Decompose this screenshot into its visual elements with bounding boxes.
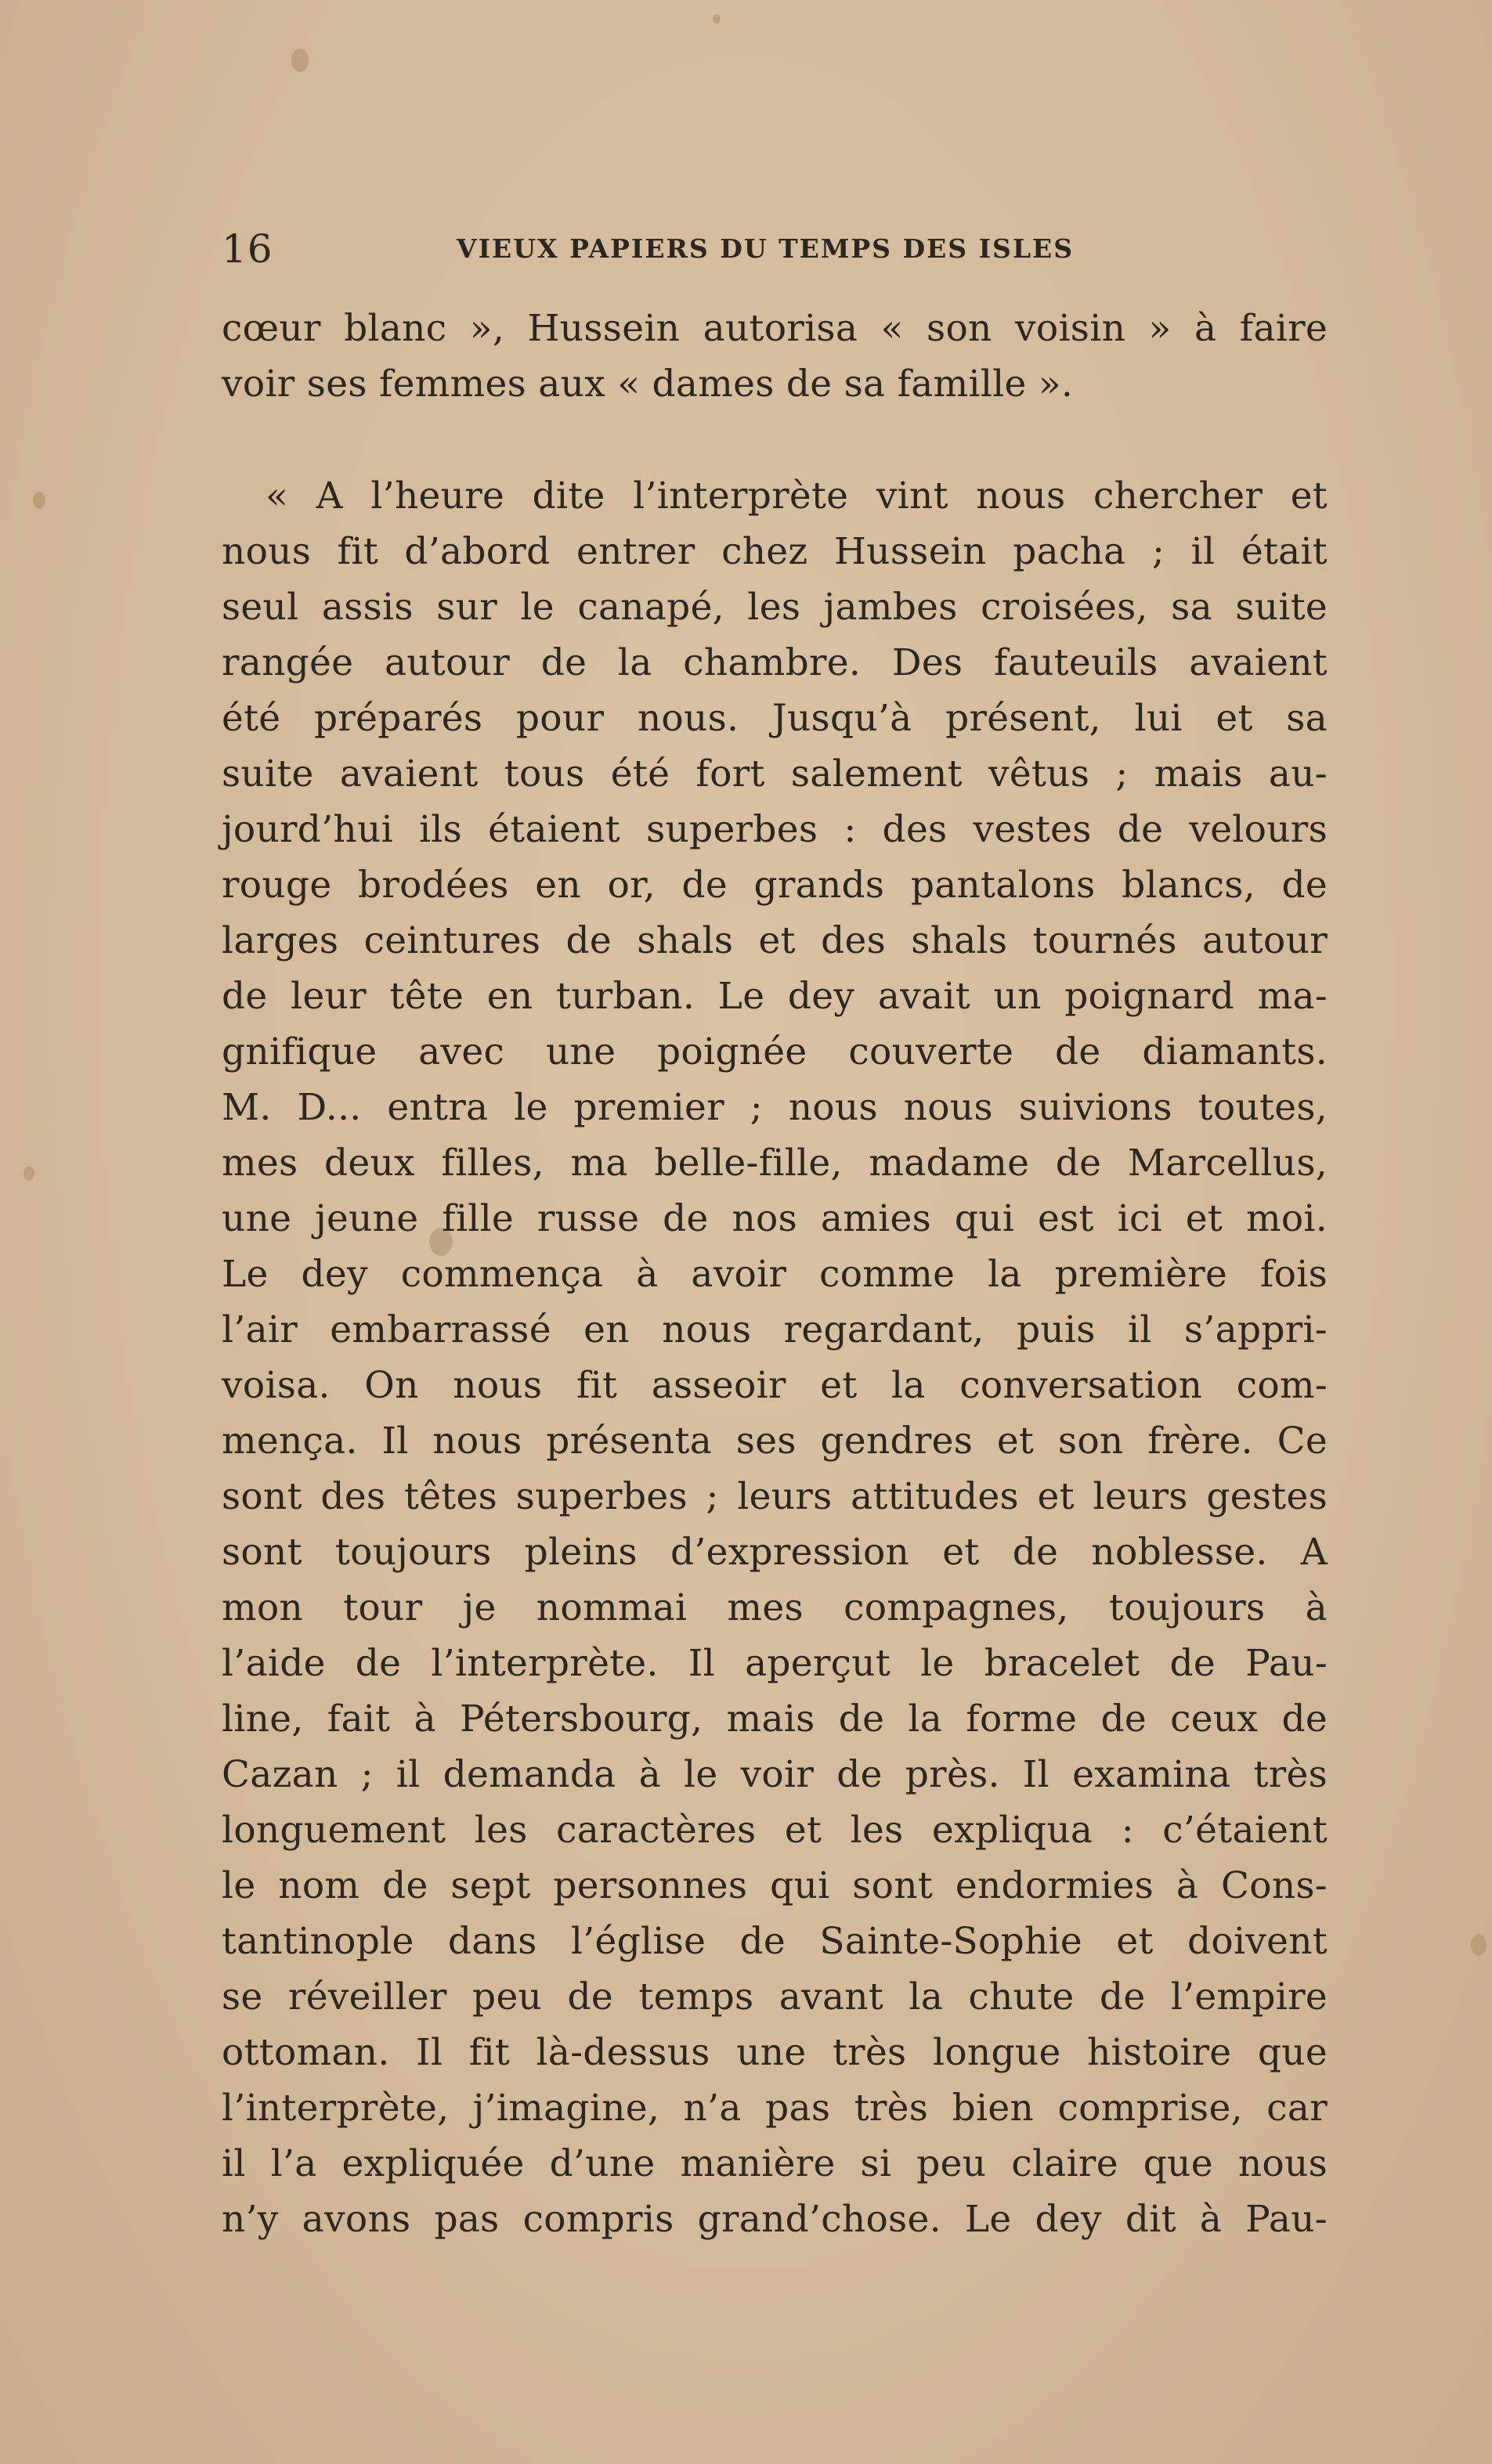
- text-line: rouge brodées en or, de grands pantalons blancs, de: [222, 864, 1328, 907]
- text-line: ottoman. Il fit là-dessus une très longue histoire que: [222, 2031, 1328, 2074]
- text-line: « A l’heure dite l’interprète vint nous chercher et: [266, 474, 1328, 518]
- text-line: larges ceintures de shals et des shals tournés autour: [222, 919, 1328, 962]
- text-line: tantinople dans l’église de Sainte-Sophie et doivent: [222, 1920, 1328, 1963]
- text-line: le nom de sept personnes qui sont endormies à Cons-: [222, 1864, 1328, 1907]
- text-line: line, fait à Pétersbourg, mais de la forme de ceux de: [222, 1697, 1328, 1741]
- text-line: mença. Il nous présenta ses gendres et son frère. Ce: [222, 1420, 1328, 1463]
- text-line: M. D... entra le premier ; nous nous suivions toutes,: [222, 1086, 1328, 1129]
- paper-stain: [23, 1167, 34, 1181]
- running-title: VIEUX PAPIERS DU TEMPS DES ISLES: [457, 233, 1075, 264]
- paragraph-gap: [222, 412, 1328, 468]
- text-line: l’air embarrassé en nous regardant, puis il s’appri-: [222, 1308, 1328, 1351]
- text-line: l’interprète, j’imagine, n’a pas très bien comprise, car: [222, 2087, 1328, 2130]
- text-line: seul assis sur le canapé, les jambes croisées, sa suite: [222, 586, 1328, 629]
- text-line: sont des têtes superbes ; leurs attitudes et leurs gestes: [222, 1475, 1328, 1518]
- text-line: sont toujours pleins d’expression et de noblesse. A: [222, 1531, 1328, 1574]
- text-line: suite avaient tous été fort salement vêtus ; mais au-: [222, 752, 1328, 795]
- text-line: gnifique avec une poignée couverte de diamants.: [222, 1030, 1328, 1073]
- text-line: l’aide de l’interprète. Il aperçut le bracelet de Pau-: [222, 1642, 1328, 1685]
- text-line: Cazan ; il demanda à le voir de près. Il examina très: [222, 1753, 1328, 1796]
- text-line: été préparés pour nous. Jusqu’à présent, lui et sa: [222, 697, 1328, 740]
- text-line: cœur blanc », Hussein autorisa « son voisin » à faire: [222, 307, 1328, 350]
- text-line: mon tour je nommai mes compagnes, toujours à: [222, 1586, 1328, 1629]
- text-line: jourd’hui ils étaient superbes : des vestes de velours: [222, 808, 1328, 851]
- text-line: rangée autour de la chambre. Des fauteuils avaient: [222, 641, 1328, 684]
- text-line: mes deux filles, ma belle-fille, madame de Marcellus,: [222, 1142, 1328, 1185]
- text-line: se réveiller peu de temps avant la chute de l’empire: [222, 1975, 1328, 2018]
- text-line: une jeune fille russe de nos amies qui est ici et moi.: [222, 1197, 1328, 1240]
- text-line: nous fit d’abord entrer chez Hussein pacha ; il était: [222, 530, 1328, 573]
- running-head: [222, 225, 1328, 272]
- text-line: longuement les caractères et les expliqua : c’étaient: [222, 1809, 1328, 1852]
- paper-stain: [1471, 1934, 1487, 1956]
- paper-stain: [33, 492, 45, 509]
- text-line: Le dey commença à avoir comme la première fois: [222, 1253, 1328, 1296]
- text-line: il l’a expliquée d’une manière si peu claire que nous: [222, 2142, 1328, 2185]
- body-text: [222, 301, 1328, 2247]
- text-line: n’y avons pas compris grand’chose. Le dey dit à Pau-: [222, 2198, 1328, 2241]
- text-line: de leur tête en turban. Le dey avait un poignard ma-: [222, 975, 1328, 1018]
- paragraph: [222, 468, 1328, 2247]
- paper-stain: [291, 49, 309, 72]
- page-number: 16: [222, 226, 273, 272]
- text-line: voisa. On nous fit asseoir et la conversation com-: [222, 1364, 1328, 1407]
- text-line: voir ses femmes aux « dames de sa famille ».: [222, 363, 1074, 406]
- paper-stain: [713, 14, 721, 23]
- paragraph: [222, 301, 1328, 412]
